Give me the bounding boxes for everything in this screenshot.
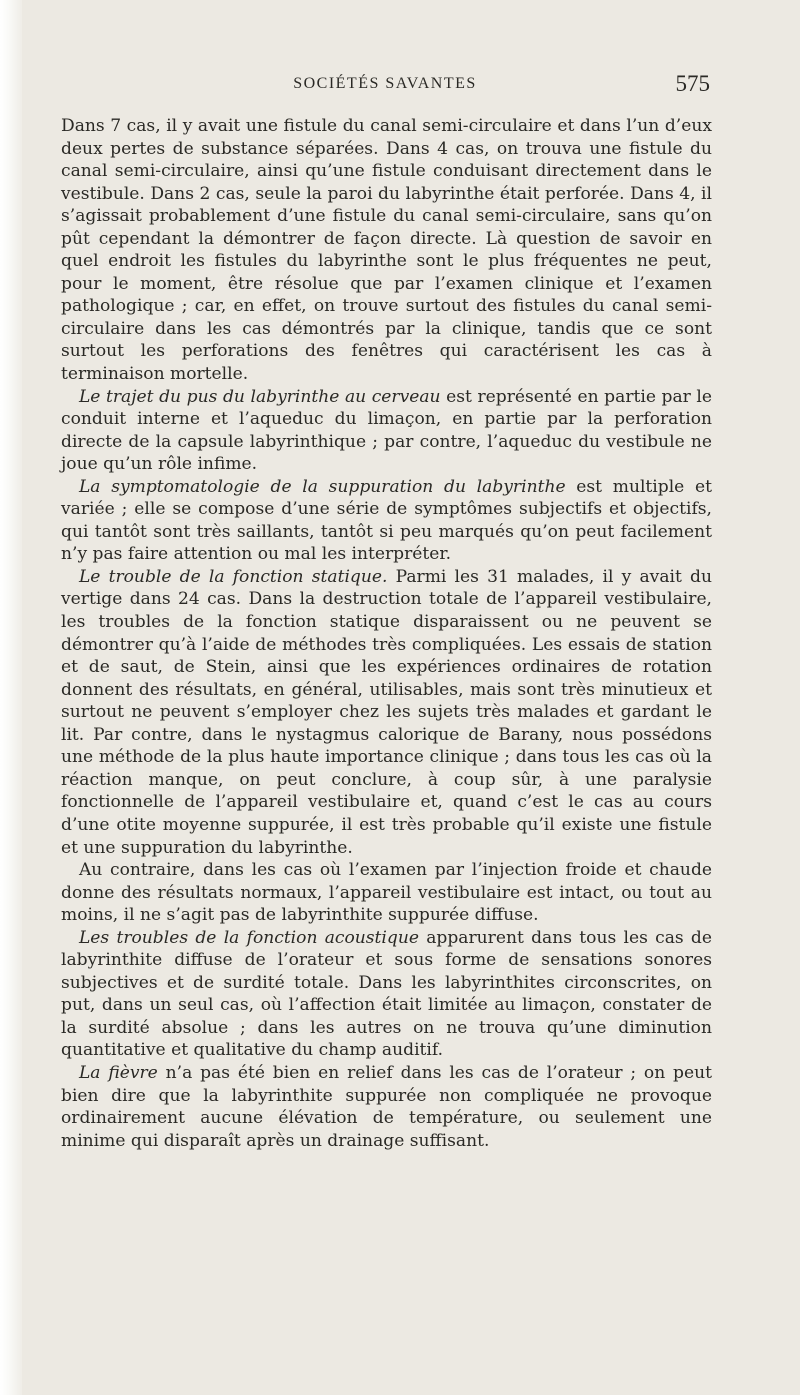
paragraph-fonction-acoustique (61, 927, 712, 1062)
paragraph-lead: Les troubles de la fonction acoustique (78, 927, 419, 948)
paragraph-au-contraire (61, 859, 712, 927)
paragraph-fievre (61, 1062, 712, 1152)
paragraph-text: Dans 7 cas, il y avait une fistule du canal semi-circulaire et dans l’un d’eux deux pertes de substance séparées. Dans 4 cas, on trouva une fistule du canal semi-circulaire, ainsi qu’une fistule conduisant directement dans le vestibule. Dans 2 cas, seule la paroi du labyrinthe était perforée. Dans 4, il s’agissait probablement d’une fistule du canal semi-circulaire, sans qu’on pût cependant la démontrer de façon directe. Là question de savoir en quel endroit les fistules du labyrinthe sont le plus fréquentes ne peut, pour le moment, être résolue que par l’examen clinique et l’examen pathologique ; car, en effet, on trouve surtout des fistules du canal semi-circulaire dans les cas démontrés par la clinique, tandis que ce sont surtout les perforations des fenêtres qui caractérisent les cas à terminaison mortelle. (61, 116, 712, 385)
paragraph-lead: La fièvre (78, 1062, 158, 1083)
paragraph-lead: La symptomatologie de la suppuration du labyrinthe (78, 476, 566, 497)
paragraph-text: n’a pas été bien en relief dans les cas de l’orateur ; on peut bien dire que la labyrinthite suppurée non compliquée ne provoque ordinairement aucune élévation de température, ou seulement une minime qui disparaît après un drainage suffisant. (61, 1062, 712, 1151)
paragraph-text: Parmi les 31 malades, il y avait du vertige dans 24 cas. Dans la destruction totale de l’appareil vestibulaire, les troubles de la fonction statique disparaissent ou ne peuvent se démontrer qu’à l’aide de méthodes très compliquées. Les essais de station et de saut, de Stein, ainsi que les expériences ordinaires de rotation donnent des résultats, en général, utilisables, mais sont très minutieux et surtout ne peuvent s’employer chez les sujets très malades et gardant le lit. Par contre, dans le nystagmus calorique de Barany, nous possédons une méthode de la plus haute importance clinique ; dans tous les cas où la réaction manque, on peut conclure, à coup sûr, à une paralysie fonctionnelle de l’appareil vestibulaire et, quand c’est le cas au cours d’une otite moyenne suppurée, il est très probable qu’il existe une fistule et une suppuration du labyrinthe. (61, 566, 712, 858)
paragraph-symptomatologie (61, 476, 712, 566)
paragraph-fonction-statique (61, 566, 712, 859)
page-number: 575 (675, 71, 710, 96)
paragraph-text: est représenté en partie par le conduit interne et l’aqueduc du limaçon, en partie par la perforation directe de la capsule labyrinthique ; par contre, l’aqueduc du vestibule ne joue qu’un rôle infime. (61, 386, 712, 475)
paragraph-text: est multiple et variée ; elle se compose d’une série de symptômes subjectifs et objectifs, qui tantôt sont très saillants, tantôt si peu marqués qu’on peut facilement n’y pas faire attention ou mal les interpréter. (61, 476, 712, 565)
scan-edge (0, 0, 22, 1395)
paragraph-lead: Le trajet du pus du labyrinthe au cerveau (78, 386, 441, 407)
page-header (60, 71, 710, 103)
paragraph-lead: Le trouble de la fonction statique. (78, 566, 388, 587)
paragraph-trajet-du-pus (61, 386, 712, 476)
running-head: SOCIÉTÉS SAVANTES (293, 75, 477, 92)
paragraph-fistules (61, 115, 712, 386)
paragraph-text: apparurent dans tous les cas de labyrinthite diffuse de l’orateur et sous forme de sensations sonores subjectives et de surdité totale. Dans les labyrinthites circonscrites, on put, dans un seul cas, où l’affection était limitée au limaçon, constater de la surdité absolue ; dans les autres on ne trouva qu’une diminution quantitative et qualitative du champ auditif. (61, 927, 712, 1061)
body-text (61, 115, 712, 1152)
paragraph-text: Au contraire, dans les cas où l’examen par l’injection froide et chaude donne des résultats normaux, l’appareil vestibulaire est intact, ou tout au moins, il ne s’agit pas de labyrinthite suppurée diffuse. (61, 860, 712, 926)
